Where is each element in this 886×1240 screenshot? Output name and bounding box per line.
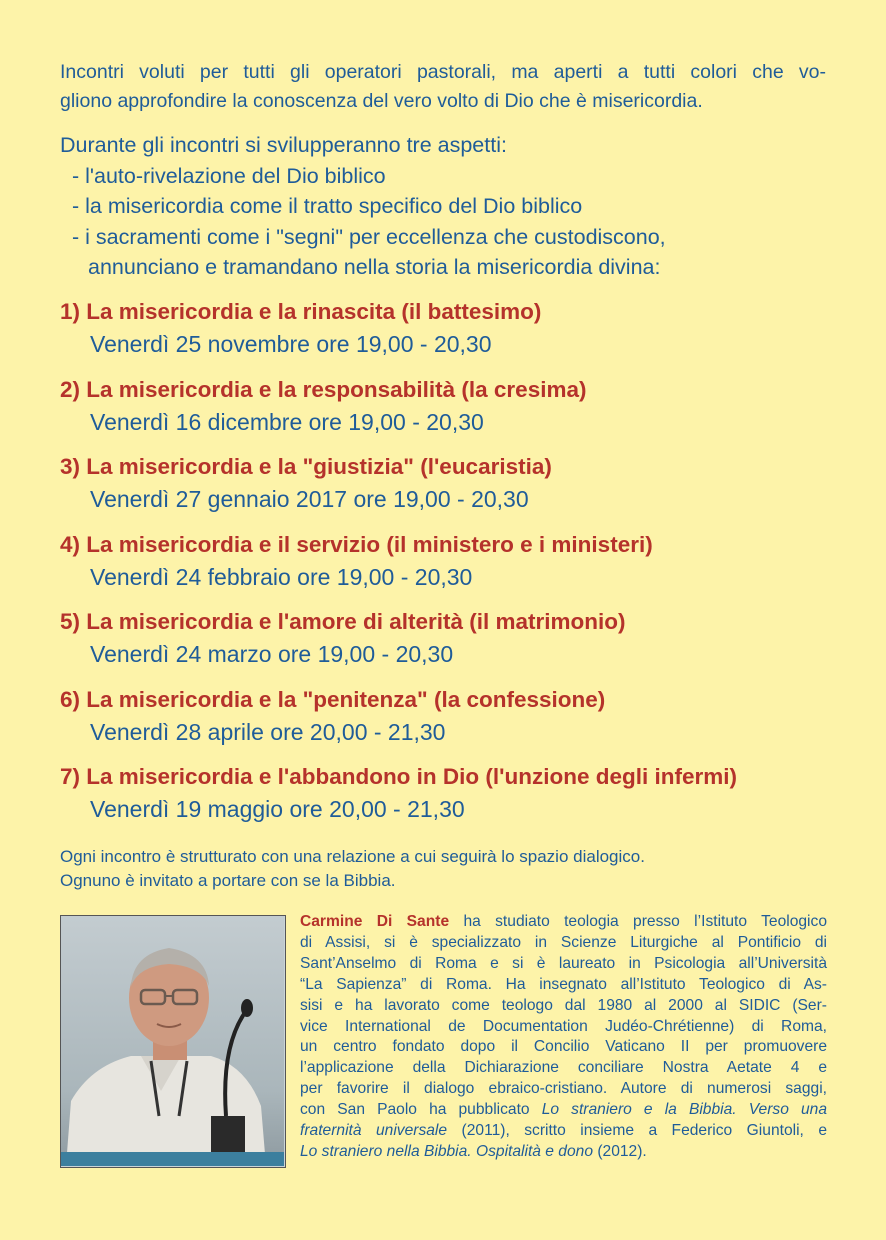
session-date: Venerdì 25 novembre ore 19,00 - 20,30 bbox=[90, 331, 492, 357]
session-item bbox=[60, 606, 860, 684]
speaker-photo bbox=[60, 915, 286, 1168]
session-title: 4) La misericordia e il servizio (il ministero e i ministeri) bbox=[60, 531, 653, 557]
aspect-item: - l'auto-rivelazione del Dio biblico bbox=[72, 163, 386, 188]
bio-line: l’applicazione della Dichiarazione conciliare Nostra Aetate 4 e bbox=[300, 1059, 827, 1077]
session-item bbox=[60, 374, 860, 452]
aspects-list bbox=[60, 130, 840, 283]
session-date: Venerdì 28 aprile ore 20,00 - 21,30 bbox=[90, 718, 446, 745]
bio-line: vice International de Documentation Judéo-Chrétienne) di Roma, bbox=[300, 1017, 827, 1035]
note-line: Ognuno è invitato a portare con se la Bibbia. bbox=[60, 871, 396, 890]
session-item bbox=[60, 684, 860, 762]
speaker-photo-image bbox=[61, 916, 284, 1166]
bio-text: (2011), scritto insieme a Federico Giuntoli, e bbox=[447, 1122, 828, 1140]
intro-line: gliono approfondire la conoscenza del vero volto di Dio che è misericordia. bbox=[60, 90, 703, 112]
session-title: 2) La misericordia e la responsabilità (la cresima) bbox=[60, 376, 587, 402]
aspect-item-continuation: annunciano e tramandano nella storia la misericordia divina: bbox=[88, 255, 661, 279]
sessions-list bbox=[60, 296, 860, 839]
note-line: Ogni incontro è strutturato con una relazione a cui seguirà lo spazio dialogico. bbox=[60, 847, 645, 866]
bio-line: sisi e ha lavorato come teologo dal 1980 al 2000 al SIDIC (Ser- bbox=[300, 996, 827, 1014]
bio-text: ha studiato teologia presso l’Istituto Teologico bbox=[449, 913, 827, 930]
session-date: Venerdì 16 dicembre ore 19,00 - 20,30 bbox=[90, 408, 484, 435]
bio-line: di Assisi, si è specializzato in Scienze Liturgiche al Pontificio di bbox=[300, 933, 827, 951]
bio-line: un centro fondato dopo il Concilio Vaticano II per promuovere bbox=[300, 1038, 827, 1056]
session-date: Venerdì 27 gennaio 2017 ore 19,00 - 20,30 bbox=[90, 486, 529, 512]
notes bbox=[60, 845, 840, 893]
bio-line: Sant’Anselmo di Roma e si è laureato in Psicologia all’Università bbox=[300, 954, 827, 972]
bio-line bbox=[300, 1100, 827, 1121]
bio-line: “La Sapienza” di Roma. Ha insegnato all’Istituto Teologico di As- bbox=[300, 975, 827, 993]
session-title: 7) La misericordia e l'abbandono in Dio (l'unzione degli infermi) bbox=[60, 764, 738, 789]
bio-text: (2012). bbox=[593, 1142, 647, 1160]
intro-paragraph bbox=[60, 58, 826, 116]
bio-line bbox=[300, 1121, 827, 1142]
aspect-item: - i sacramenti come i "segni" per eccellenza che custodiscono, bbox=[72, 224, 666, 249]
session-date: Venerdì 24 febbraio ore 19,00 - 20,30 bbox=[90, 563, 473, 590]
session-title: 6) La misericordia e la "penitenza" (la confessione) bbox=[60, 686, 606, 712]
book-title: Lo straniero nella Bibbia. Ospitalità e dono bbox=[300, 1142, 593, 1160]
session-item bbox=[60, 451, 860, 529]
session-item bbox=[60, 529, 860, 607]
bio-line bbox=[300, 912, 827, 933]
book-title: fraternità universale bbox=[300, 1122, 448, 1140]
session-date: Venerdì 19 maggio ore 20,00 - 21,30 bbox=[90, 796, 465, 822]
book-title: Lo straniero e la Bibbia. Verso una bbox=[541, 1101, 827, 1119]
aspects-heading: Durante gli incontri si svilupperanno tre aspetti: bbox=[60, 133, 507, 157]
bio-text: con San Paolo ha pubblicato bbox=[300, 1101, 542, 1119]
bio-line bbox=[300, 1142, 827, 1163]
speaker-name: Carmine Di Sante bbox=[300, 913, 450, 930]
session-title: 5) La misericordia e l'amore di alterità (il matrimonio) bbox=[60, 609, 626, 634]
session-title: 1) La misericordia e la rinascita (il battesimo) bbox=[60, 299, 542, 324]
aspect-item: - la misericordia come il tratto specifico del Dio biblico bbox=[72, 194, 583, 218]
bio-line: per favorire il dialogo ebraico-cristiano. Autore di numerosi saggi, bbox=[300, 1080, 827, 1098]
speaker-bio bbox=[300, 912, 827, 1163]
session-title: 3) La misericordia e la "giustizia" (l'eucaristia) bbox=[60, 454, 552, 479]
session-item bbox=[60, 296, 860, 374]
intro-line: Incontri voluti per tutti gli operatori pastorali, ma aperti a tutti colori che vo- bbox=[60, 61, 826, 83]
session-date: Venerdì 24 marzo ore 19,00 - 20,30 bbox=[90, 641, 454, 667]
session-item bbox=[60, 761, 860, 839]
